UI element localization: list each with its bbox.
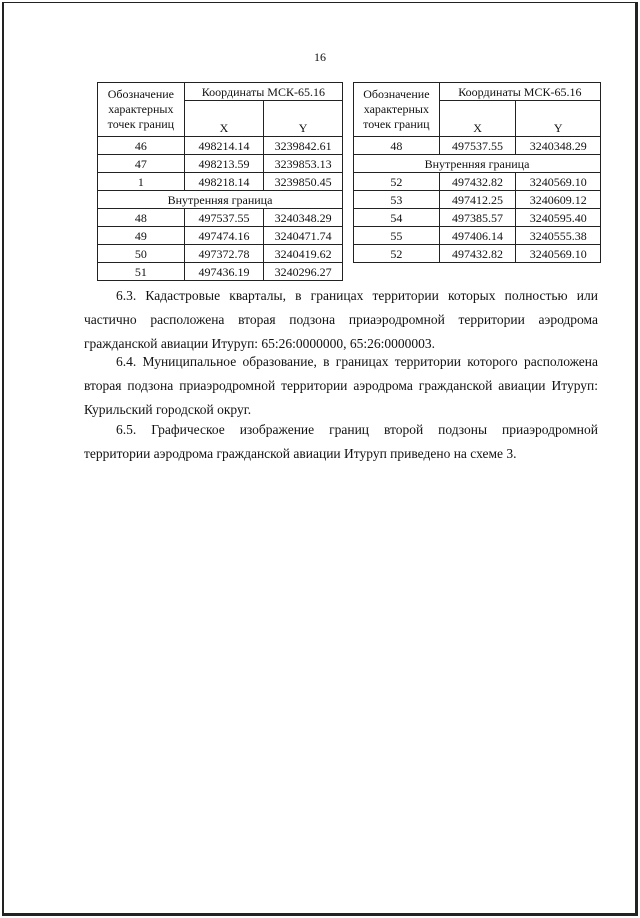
point-cell: 52: [354, 245, 440, 263]
x-cell: 497436.19: [184, 263, 264, 281]
table-row: [98, 227, 343, 245]
y-cell: 3239853.13: [264, 155, 343, 173]
point-cell: 46: [98, 137, 185, 155]
x-cell: 497432.82: [439, 245, 516, 263]
x-cell: 497474.16: [184, 227, 264, 245]
designation-header: Обозначение характерных точек границ: [98, 83, 185, 137]
x-cell: 497537.55: [184, 209, 264, 227]
point-cell: 54: [354, 209, 440, 227]
section-row: [98, 191, 343, 209]
coordinates-header: Координаты МСК-65.16: [439, 83, 600, 101]
inner-boundary-label: Внутренняя граница: [98, 191, 343, 209]
y-cell: 3240348.29: [516, 137, 601, 155]
y-cell: 3240569.10: [516, 245, 601, 263]
x-cell: 498213.59: [184, 155, 264, 173]
table-row: [98, 155, 343, 173]
point-cell: 47: [98, 155, 185, 173]
y-header: Y: [264, 101, 343, 137]
y-cell: 3240555.38: [516, 227, 601, 245]
x-cell: 497432.82: [439, 173, 516, 191]
paragraph-cadastral-quarters: [84, 284, 598, 356]
coordinates-table-right: [353, 82, 601, 263]
coordinates-header: Координаты МСК-65.16: [184, 83, 342, 101]
y-header: Y: [516, 101, 601, 137]
inner-boundary-label: Внутренняя граница: [354, 155, 601, 173]
x-cell: 497406.14: [439, 227, 516, 245]
y-cell: 3240419.62: [264, 245, 343, 263]
paragraph-graphic-scheme: [84, 418, 598, 466]
x-cell: 497385.57: [439, 209, 516, 227]
table-row: [354, 209, 601, 227]
paragraph-text: 6.3. Кадастровые кварталы, в границах территории которых полностью или частично расположена вторая подзона приаэродромной территории аэродрома гражданской авиации Итуруп: 65:26:0000000, 65:26:0000003.: [84, 288, 598, 351]
y-cell: 3240595.40: [516, 209, 601, 227]
x-cell: 498214.14: [184, 137, 264, 155]
y-cell: 3239850.45: [264, 173, 343, 191]
x-cell: 497537.55: [439, 137, 516, 155]
point-cell: 50: [98, 245, 185, 263]
point-cell: 49: [98, 227, 185, 245]
point-cell: 48: [354, 137, 440, 155]
point-cell: 51: [98, 263, 185, 281]
x-cell: 497412.25: [439, 191, 516, 209]
x-header: X: [184, 101, 264, 137]
x-header: X: [439, 101, 516, 137]
table-row: [354, 227, 601, 245]
point-cell: 1: [98, 173, 185, 191]
point-cell: 53: [354, 191, 440, 209]
x-cell: 498218.14: [184, 173, 264, 191]
table-row: [354, 137, 601, 155]
section-row: [354, 155, 601, 173]
x-cell: 497372.78: [184, 245, 264, 263]
table-row: [98, 137, 343, 155]
table-row: [98, 263, 343, 281]
y-cell: 3240609.12: [516, 191, 601, 209]
table-row: [354, 191, 601, 209]
table-row: [98, 209, 343, 227]
table-row: [98, 173, 343, 191]
y-cell: 3240296.27: [264, 263, 343, 281]
coordinates-table-left: [97, 82, 343, 281]
table-row: [98, 245, 343, 263]
y-cell: 3240348.29: [264, 209, 343, 227]
y-cell: 3240569.10: [516, 173, 601, 191]
page-number: 16: [314, 50, 326, 64]
point-cell: 55: [354, 227, 440, 245]
y-cell: 3239842.61: [264, 137, 343, 155]
paragraph-text: 6.5. Графическое изображение границ второй подзоны приаэродромной территории аэродрома гражданской авиации Итуруп приведено на схеме 3.: [84, 422, 598, 461]
table-row: [354, 245, 601, 263]
designation-header: Обозначение характерных точек границ: [354, 83, 440, 137]
point-cell: 48: [98, 209, 185, 227]
table-row: [354, 173, 601, 191]
point-cell: 52: [354, 173, 440, 191]
paragraph-municipality: [84, 350, 598, 422]
paragraph-text: 6.4. Муниципальное образование, в границах территории которого расположена вторая подзона приаэродромной территории аэродрома гражданской авиации Итуруп: Курильский городской округ.: [84, 354, 598, 417]
y-cell: 3240471.74: [264, 227, 343, 245]
